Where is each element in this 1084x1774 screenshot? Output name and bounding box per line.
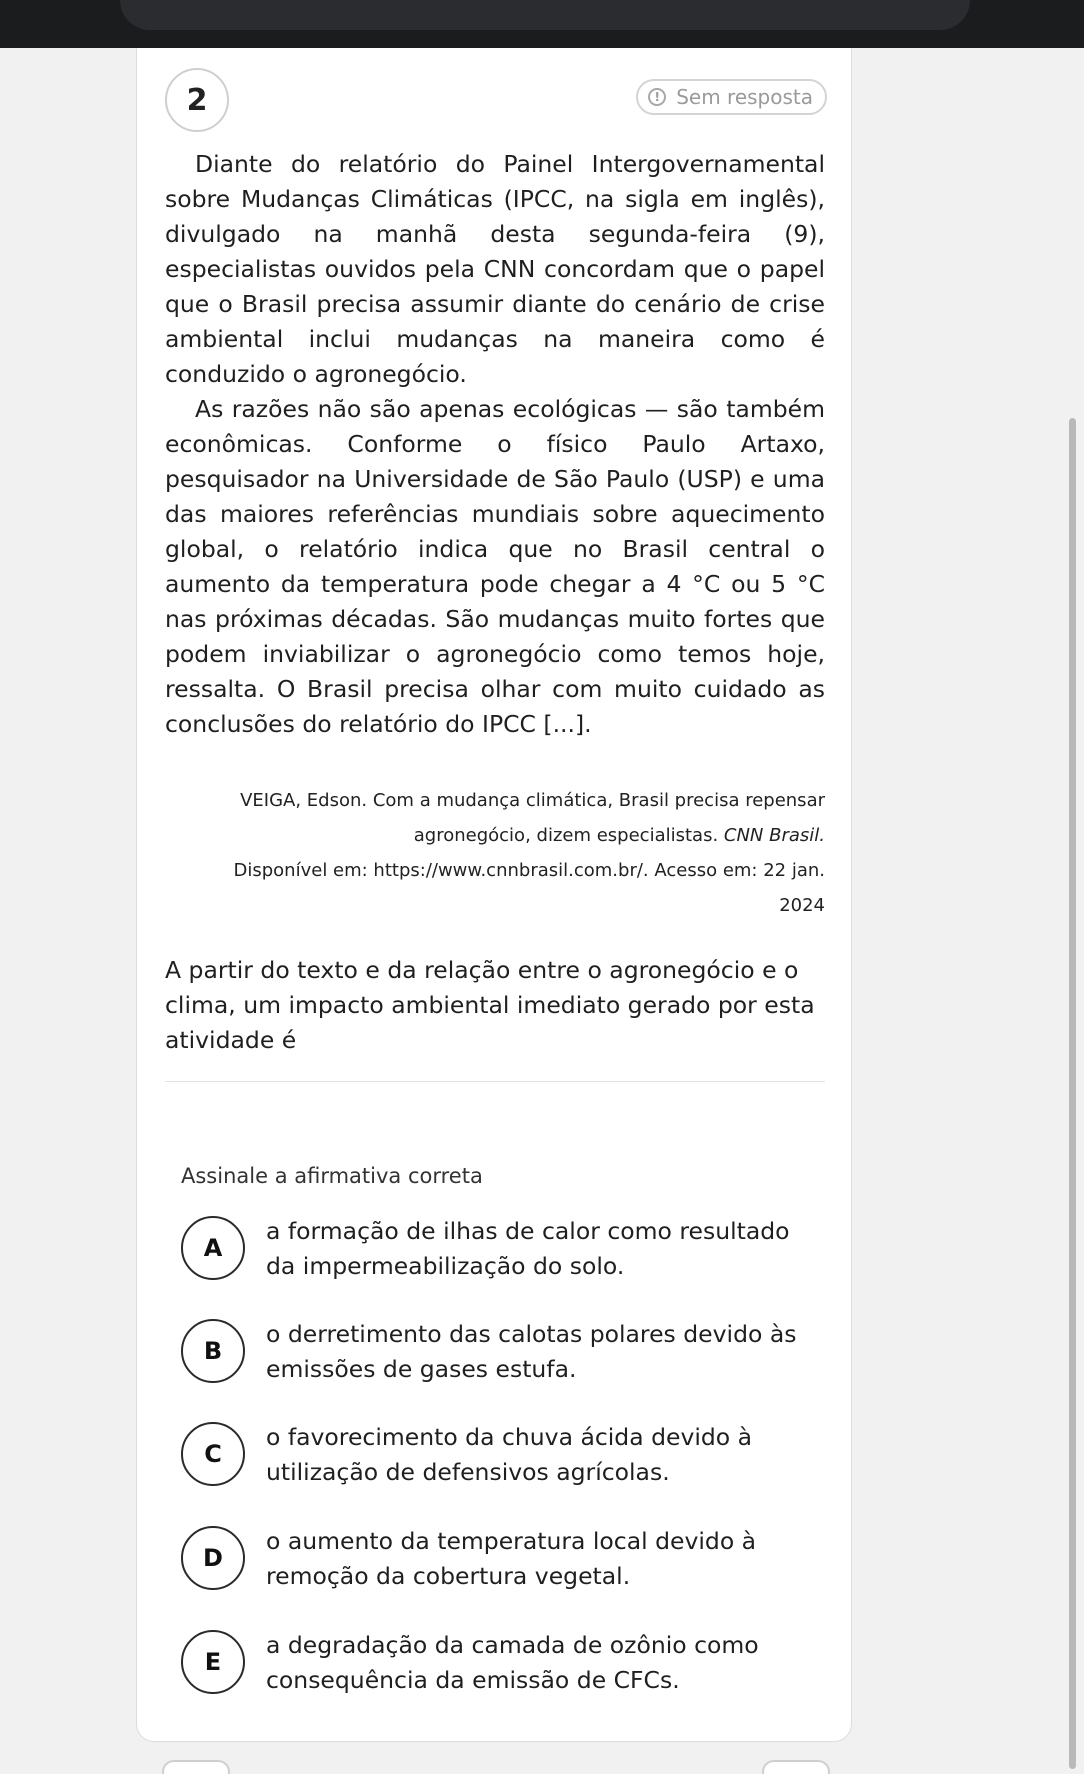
status-badge	[636, 79, 827, 115]
option-c[interactable]	[181, 1420, 821, 1490]
status-label: Sem resposta	[676, 85, 813, 109]
passage-paragraph-2	[165, 392, 825, 742]
top-bar-shape	[120, 0, 970, 30]
option-letter[interactable]: E	[181, 1630, 245, 1694]
citation-line-2-text: agronegócio, dizem especialistas.	[413, 825, 724, 846]
option-text[interactable]: o favorecimento da chuva ácida devido à utilização de defensivos agrícolas.	[266, 1423, 753, 1486]
question-card	[136, 48, 852, 1742]
citation-publisher: CNN Brasil.	[723, 825, 825, 846]
option-a[interactable]	[181, 1214, 821, 1284]
citation	[165, 783, 825, 923]
option-letter[interactable]: B	[181, 1319, 245, 1383]
option-d[interactable]	[181, 1524, 821, 1594]
citation-line-1: VEIGA, Edson. Com a mudança climática, Brasil precisa repensar	[240, 790, 825, 811]
option-letter[interactable]: C	[181, 1422, 245, 1486]
option-letter[interactable]: A	[181, 1216, 245, 1280]
citation-line-2	[165, 818, 825, 853]
scrollbar[interactable]	[1069, 418, 1076, 1769]
passage-paragraph-1	[165, 147, 825, 392]
citation-line-4: 2024	[779, 895, 825, 916]
option-e[interactable]	[181, 1628, 821, 1698]
option-text[interactable]: o derretimento das calotas polares devido às emissões de gases estufa.	[266, 1320, 797, 1383]
question-prompt: A partir do texto e da relação entre o agronegócio e o clima, um impacto ambiental imediato gerado por esta atividade é	[165, 956, 815, 1054]
alert-icon: !	[648, 88, 666, 106]
option-text[interactable]: a formação de ilhas de calor como resultado da impermeabilização do solo.	[266, 1217, 790, 1280]
next-card-tab-right	[762, 1760, 830, 1774]
instruction-text: Assinale a afirmativa correta	[181, 1164, 483, 1188]
option-b[interactable]	[181, 1317, 821, 1387]
question-number: 2	[165, 68, 229, 132]
option-letter[interactable]: D	[181, 1526, 245, 1590]
option-text[interactable]: o aumento da temperatura local devido à remoção da cobertura vegetal.	[266, 1527, 757, 1590]
next-card-tab-left	[162, 1760, 230, 1774]
citation-line-3: Disponível em: https://www.cnnbrasil.com.br/. Acesso em: 22 jan.	[233, 860, 825, 881]
passage-text-2: As razões não são apenas ecológicas — são também econômicas. Conforme o físico Paulo Artaxo, pesquisador na Universidade de São Paulo (USP) e uma das maiores referências mundiais sobre aquecimento global, o relatório indica que no Brasil central o aumento da temperatura pode chegar a 4 °C ou 5 °C nas próximas décadas. São mudanças muito fortes que podem inviabilizar o agronegócio como temos hoje, ressalta. O Brasil precisa olhar com muito cuidado as conclusões do relatório do IPCC [...].	[165, 395, 825, 738]
top-bar	[0, 0, 1084, 48]
option-text[interactable]: a degradação da camada de ozônio como consequência da emissão de CFCs.	[266, 1631, 759, 1694]
divider	[165, 1081, 825, 1082]
passage-text-1: Diante do relatório do Painel Intergovernamental sobre Mudanças Climáticas (IPCC, na sigla em inglês), divulgado na manhã desta segunda-feira (9), especialistas ouvidos pela CNN concordam que o papel que o Brasil precisa assumir diante do cenário de crise ambiental inclui mudanças na maneira como é conduzido o agronegócio.	[165, 150, 825, 388]
